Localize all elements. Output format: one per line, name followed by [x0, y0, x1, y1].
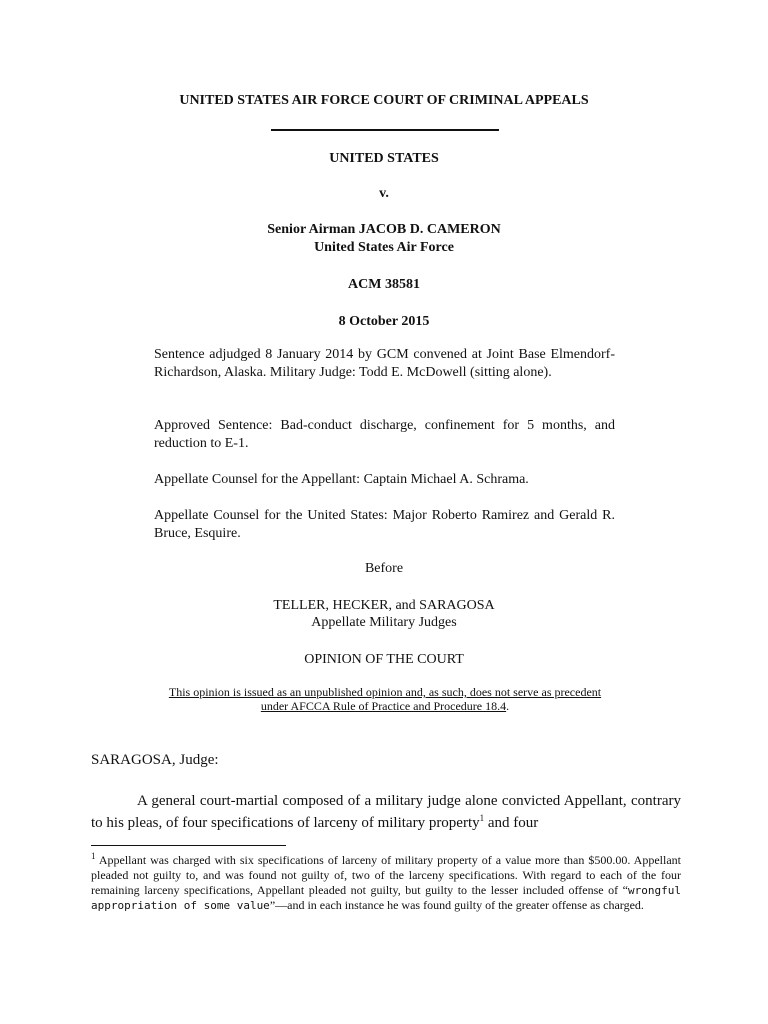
- footnote-reference[interactable]: 1: [479, 813, 485, 823]
- notice-period: .: [506, 699, 510, 713]
- party-united-states: UNITED STATES: [329, 151, 439, 166]
- before-label: Before: [364, 561, 404, 576]
- footnote-text-end: ”—and in each instance he was found guilty of the greater offense as charged.: [269, 898, 644, 912]
- footnote-rule: [91, 845, 286, 846]
- appellant-service: United States Air Force: [314, 240, 454, 255]
- panel-judges-title: Appellate Military Judges: [311, 615, 457, 630]
- opinion-date: 8 October 2015: [338, 314, 430, 329]
- appellant-name: Senior Airman JACOB D. CAMERON: [267, 222, 501, 237]
- panel-judges: TELLER, HECKER, and SARAGOSA: [273, 598, 495, 613]
- counsel-united-states: Appellate Counsel for the United States: Major Roberto Ramirez and Gerald R. Bruce, Esquire.: [154, 508, 615, 541]
- unpublished-notice: [140, 685, 630, 713]
- footnote-1: [91, 853, 681, 913]
- paragraph-text: A general court-martial composed of a military judge alone convicted Appellant, contrary to his pleas, of four specifications of larceny of military property: [91, 793, 681, 831]
- court-name: UNITED STATES AIR FORCE COURT OF CRIMINAL APPEALS: [179, 93, 589, 108]
- notice-line-1: This opinion is issued as an unpublished opinion and, as such, does not serve as precedent: [168, 685, 602, 699]
- title-rule: [271, 129, 499, 131]
- footnote-text: Appellant was charged with six specifications of larceny of military property of a value more than $500.00. Appellant pleaded not guilty to, and was found not guilty of, two of the larceny specifications. With regard to each of the four remaining larceny specifications, Appellant pleaded not guilty, but guilty to the lesser included offense of “: [91, 853, 681, 897]
- footnote-quoted-offense: wrongful appropriation of some value: [91, 884, 681, 912]
- counsel-appellant: Appellate Counsel for the Appellant: Captain Michael A. Schrama.: [154, 472, 529, 487]
- opinion-author: SARAGOSA, Judge:: [91, 752, 219, 768]
- footnote-number: 1: [91, 851, 96, 861]
- paragraph-text-end: and four: [484, 815, 539, 831]
- approved-sentence: Approved Sentence: Bad-conduct discharge, confinement for 5 months, and reduction to E-1.: [154, 418, 615, 451]
- notice-line-2: under AFCCA Rule of Practice and Procedure 18.4: [260, 699, 507, 713]
- versus: v.: [379, 186, 389, 201]
- opinion-paragraph: [91, 790, 681, 834]
- docket-number: ACM 38581: [348, 277, 420, 292]
- opinion-heading: OPINION OF THE COURT: [304, 652, 464, 667]
- sentence-adjudged: Sentence adjudged 8 January 2014 by GCM convened at Joint Base Elmendorf-Richardson, Alaska. Military Judge: Todd E. McDowell (sitting alone).: [154, 347, 615, 380]
